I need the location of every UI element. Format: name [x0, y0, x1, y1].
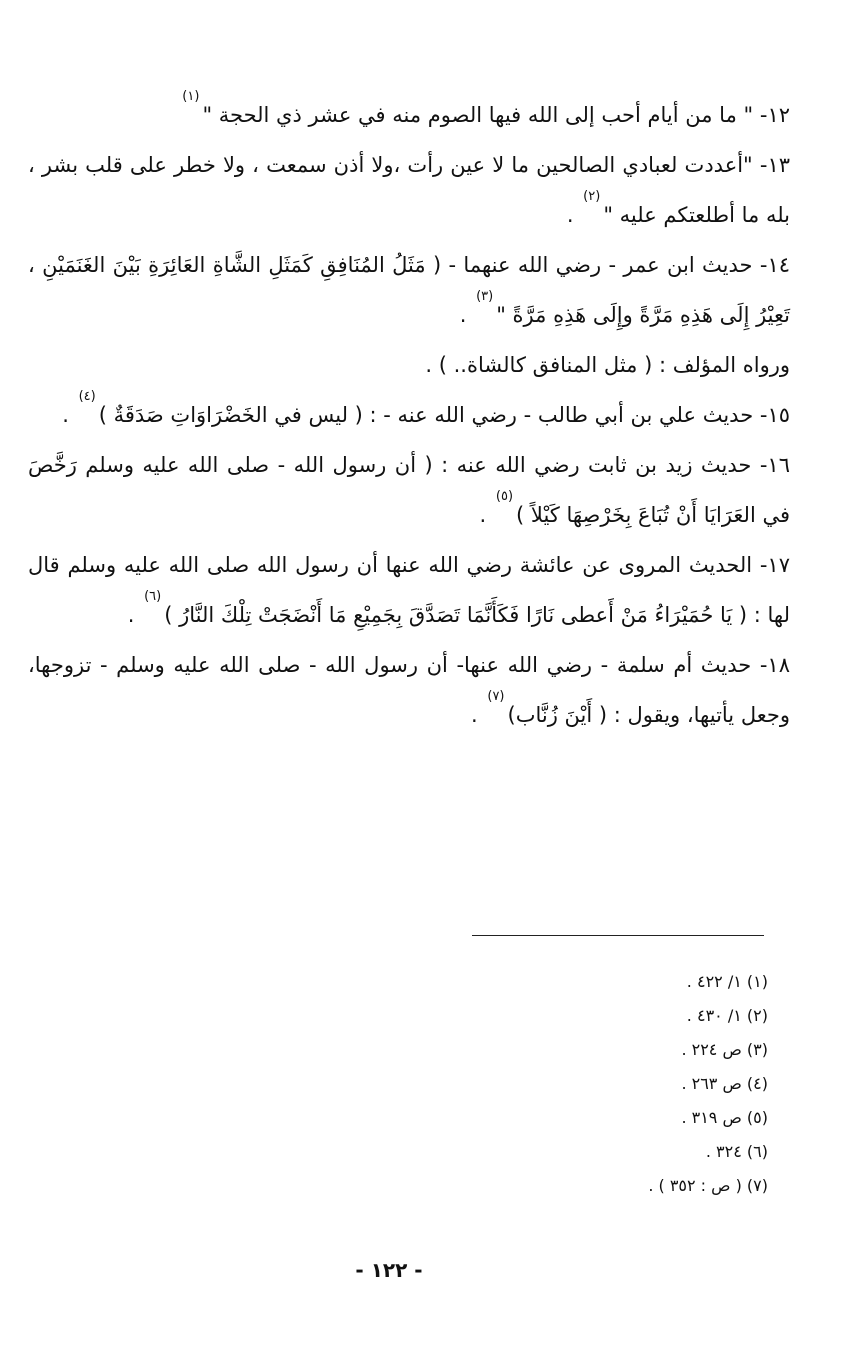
hadith-entry-13: [28, 140, 790, 240]
footnote-3: (٣) ص ٢٢٤ .: [681, 1040, 768, 1059]
hadith-entry-18: [28, 640, 790, 740]
hadith-entry-12: [28, 90, 790, 140]
entry-text: حديث أم سلمة - رضي الله عنها- أن رسول الله - صلى الله عليه وسلم - تزوجها، وجعل يأتيها، ويقول : ( أَيْنَ زُنَّاب): [28, 653, 790, 727]
footnote-1: (١) ١/ ٤٢٢ .: [686, 972, 768, 991]
entry-number: ١٨-: [759, 653, 790, 677]
footnote-4: (٤) ص ٢٦٣ .: [681, 1074, 768, 1093]
author-narration: [28, 340, 790, 390]
entry-number: ١٥-: [759, 403, 790, 427]
entry-number: ١٤-: [759, 253, 790, 277]
entry-number: ١٧-: [759, 553, 790, 577]
footnote-7: (٧) ( ص : ٣٥٢ ) .: [648, 1176, 768, 1195]
page-number: - ١٢٢ -: [355, 1258, 423, 1282]
entry-tail: .: [62, 403, 76, 427]
hadith-entry-15: [28, 390, 790, 440]
entry-text: " ما من أيام أحب إلى الله فيها الصوم منه في عشر ذي الحجة ": [202, 103, 754, 127]
hadith-list: [28, 90, 790, 740]
entry-tail: .: [471, 703, 485, 727]
entry-tail: .: [566, 203, 581, 227]
entry-number: ١٦-: [759, 453, 790, 477]
footnote-5: (٥) ص ٣١٩ .: [681, 1108, 768, 1127]
hadith-entry-17: [28, 540, 790, 640]
footnote-6: (٦) ٣٢٤ .: [705, 1142, 768, 1161]
entry-number: ١٢-: [759, 103, 790, 127]
entry-text: حديث ابن عمر - رضي الله عنهما - ( مَثَلُ المُنَافِقِ كَمَثَلِ الشَّاةِ العَائِرَةِ بَيْنَ الغَنَمَيْنِ ، تَعِيْرُ إِلَى هَذِهِ مَرَّةً وإِلَى هَذِهِ مَرَّةً ": [28, 253, 790, 327]
footnote-separator: [472, 935, 764, 936]
entry-tail: .: [127, 603, 142, 627]
entry-text: "أعددت لعبادي الصالحين ما لا عين رأت ،ولا أذن سمعت ، ولا خطر على قلب بشر ، بله ما أطلعتكم عليه ": [28, 153, 790, 227]
footnote-ref: (٢): [583, 189, 601, 204]
footnote-ref: (٤): [78, 389, 96, 404]
footnote-ref: (٧): [487, 689, 505, 704]
footnote-ref: (١): [182, 89, 200, 104]
footnote-ref: (٣): [476, 289, 494, 304]
entry-number: ١٣-: [759, 153, 790, 177]
footnotes: [468, 965, 768, 1203]
footnote-2: (٢) ١/ ٤٣٠ .: [686, 1006, 768, 1025]
entry-text: حديث علي بن أبي طالب - رضي الله عنه - : ( ليس في الخَضْرَاوَاتِ صَدَقَةٌ ): [98, 403, 754, 427]
footnote-ref: (٥): [495, 489, 514, 504]
hadith-entry-14: [28, 240, 790, 340]
entry-text: الحديث المروى عن عائشة رضي الله عنها أن رسول الله صلى الله عليه وسلم قال لها : ( يَا حُمَيْرَاءُ مَنْ أَعطى نَارًا فَكَأَنَّمَا تَصَدَّقَ بِجَمِيْعِ مَا أَنْضَجَتْ تِلْكَ النَّارُ ): [28, 553, 790, 627]
footnote-ref: (٦): [144, 589, 162, 604]
hadith-entry-16: [28, 440, 790, 540]
entry-text: ورواه المؤلف : ( مثل المنافق كالشاة.. ) .: [425, 353, 790, 377]
entry-tail: .: [479, 503, 493, 527]
entry-tail: .: [459, 303, 474, 327]
entry-text: حديث زيد بن ثابت رضي الله عنه : ( أن رسول الله - صلى الله عليه وسلم رَخَّصَ في العَرَايَا أَنْ تُبَاعَ بِخَرْصِهَا كَيْلاً ): [28, 453, 790, 527]
